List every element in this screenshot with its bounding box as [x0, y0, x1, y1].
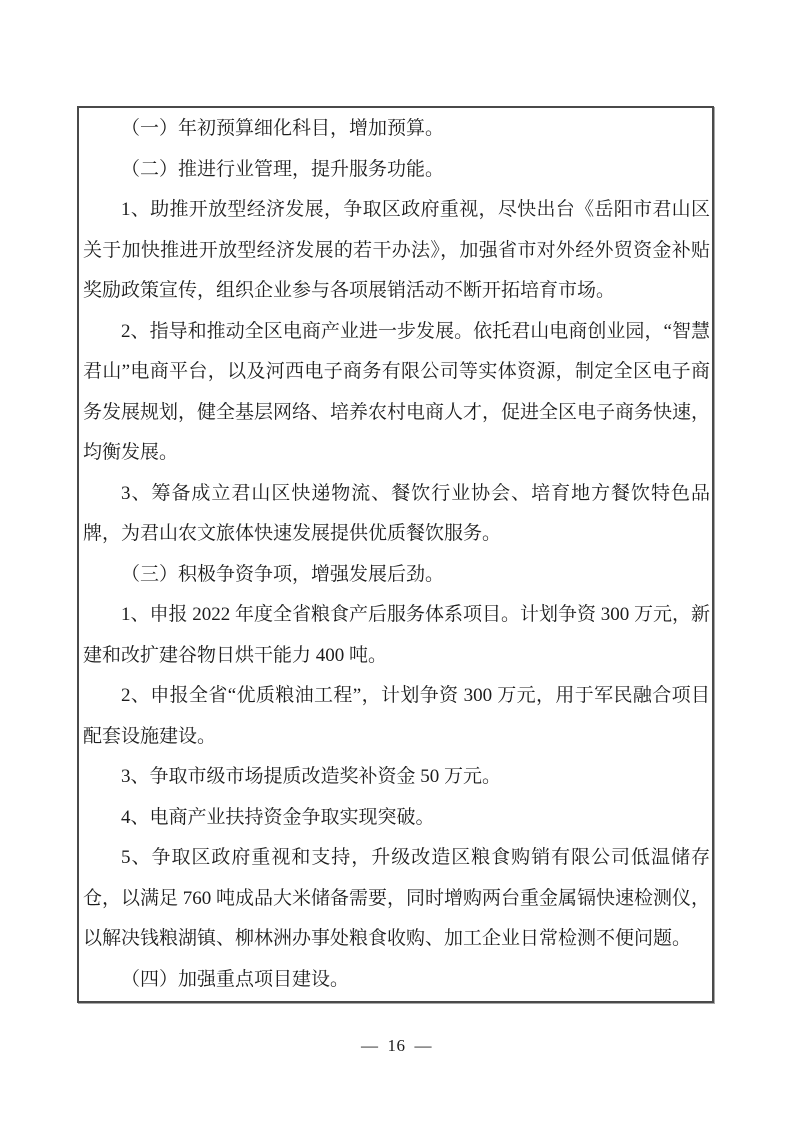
page-footer [0, 1036, 793, 1056]
page-number: 16 [387, 1036, 406, 1055]
paragraph-item-4: 1、申报 2022 年度全省粮食产后服务体系项目。计划争资 300 万元，新建和改扩建谷物日烘干能力 400 吨。 [83, 604, 711, 666]
paragraph-section-2: （二）推进行业管理，提升服务功能。 [121, 158, 445, 180]
paragraph-item-2: 2、指导和推动全区电商产业进一步发展。依托君山电商创业园，“智慧君山”电商平台，以及河西电子商务有限公司等实体资源，制定全区电子商务发展规划，健全基层网络、培养农村电商人才，促进全区电子商务快速，均衡发展。 [83, 320, 711, 463]
paragraph-item-8: 5、争取区政府重视和支持，升级改造区粮食购销有限公司低温储存仓，以满足 760 吨成品大米储备需要，同时增购两台重金属镉快速检测仪，以解决钱粮湖镇、柳林洲办事处粮食收购、加工企业日常检测不便问题。 [83, 847, 711, 949]
paragraph-section-1: （一）年初预算细化科目，增加预算。 [121, 118, 445, 139]
paragraph-item-7: 4、电商产业扶持资金争取实现突破。 [121, 806, 435, 828]
paragraph-section-3: （三）积极争资争项，增强发展后劲。 [121, 563, 445, 585]
footer-dash-right: — [414, 1036, 432, 1055]
paragraph-item-1: 1、助推开放型经济发展，争取区政府重视，尽快出台《岳阳市君山区关于加快推进开放型经济发展的若干办法》，加强省市对外经外贸资金补贴奖励政策宣传，组织企业参与各项展销活动不断开拓培育市场。 [83, 199, 710, 301]
content-border-box [77, 106, 714, 1003]
paragraph-item-6: 3、争取市级市场提质改造奖补资金 50 万元。 [121, 766, 502, 787]
paragraph-section-4: （四）加强重点项目建设。 [121, 968, 350, 990]
paragraph-item-3: 3、筹备成立君山区快递物流、餐饮行业协会、培育地方餐饮特色品牌，为君山农文旅体快速发展提供优质餐饮服务。 [83, 482, 710, 544]
footer-dash-left: — [361, 1036, 379, 1055]
paragraph-item-5: 2、申报全省“优质粮油工程”，计划争资 300 万元，用于军民融合项目配套设施建设。 [83, 685, 710, 747]
